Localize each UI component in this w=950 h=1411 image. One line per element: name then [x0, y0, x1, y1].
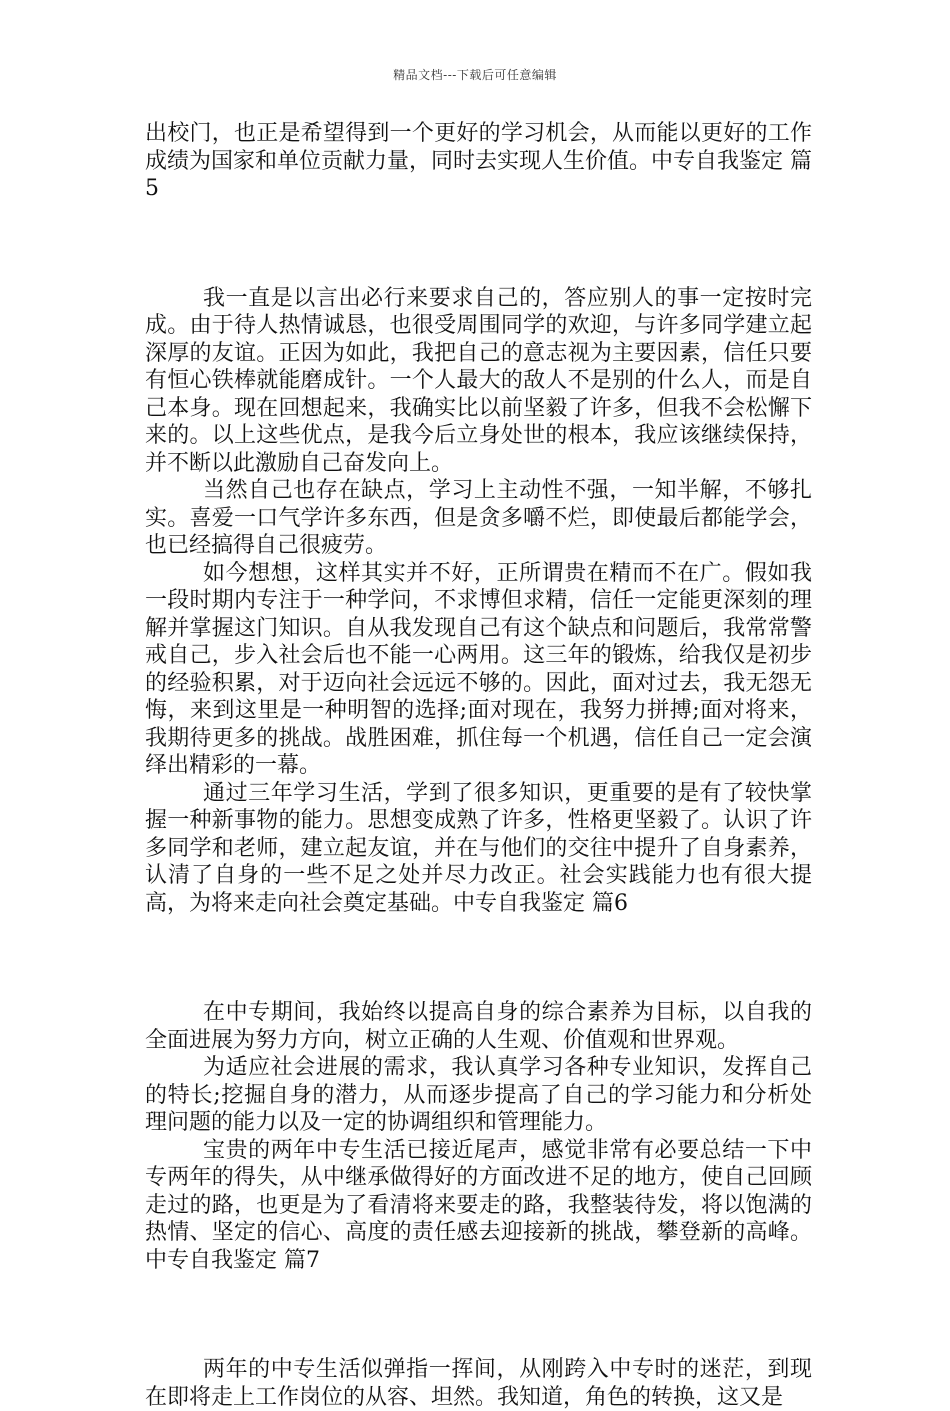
paragraph-8: 宝贵的两年中专生活已接近尾声，感觉非常有必要总结一下中专两年的得失，从中继承做得好的方面改进不足的地方，使自己回顾走过的路，也更是为了看清将来要走的路，我整装待发，将以饱满的热情、坚定的信心、高度的责任感去迎接新的挑战，攀登新的高峰。中专自我鉴定 篇7	[145, 1137, 812, 1273]
paragraph-4: 如今想想，这样其实并不好，正所谓贵在精而不在广。假如我一段时期内专注于一种学问，不求博但求精，信任一定能更深刻的理解并掌握这门知识。自从我发现自己有这个缺点和问题后，我常常警戒自己，步入社会后也不能一心两用。这三年的锻炼，给我仅是初步的经验积累，对于迈向社会远远不够的。因此，面对过去，我无怨无悔，来到这里是一种明智的选择;面对现在，我努力拼搏;面对将来，我期待更多的挑战。战胜困难，抓住每一个机遇，信任自己一定会演绎出精彩的一幕。	[145, 560, 812, 778]
document-body	[145, 120, 812, 1411]
paragraph-3: 当然自己也存在缺点，学习上主动性不强，一知半解，不够扎实。喜爱一口气学许多东西，但是贪多嚼不烂，即使最后都能学会，也已经搞得自己很疲劳。	[145, 478, 812, 558]
paragraph-7: 为适应社会进展的需求，我认真学习各种专业知识，发挥自己的特长;挖掘自身的潜力，从而逐步提高了自己的学习能力和分析处理问题的能力以及一定的协调组织和管理能力。	[145, 1055, 812, 1135]
page-header: 精品文档---下载后可任意编辑	[393, 68, 557, 82]
paragraph-5: 通过三年学习生活，学到了很多知识，更重要的是有了较快掌握一种新事物的能力。思想变成熟了许多，性格更坚毅了。认识了许多同学和老师，建立起友谊，并在与他们的交往中提升了自身素养，认清了自身的一些不足之处并尽力改正。社会实践能力也有很大提高，为将来走向社会奠定基础。中专自我鉴定 篇6	[145, 780, 812, 916]
paragraph-9: 两年的中专生活似弹指一挥间，从刚跨入中专时的迷茫，到现在即将走上工作岗位的从容、坦然。我知道，角色的转换，这又是	[145, 1357, 812, 1410]
paragraph-6: 在中专期间，我始终以提高自身的综合素养为目标，以自我的全面进展为努力方向，树立正确的人生观、价值观和世界观。	[145, 1000, 812, 1053]
paragraph-1: 出校门，也正是希望得到一个更好的学习机会，从而能以更好的工作成绩为国家和单位贡献力量，同时去实现人生价值。中专自我鉴定 篇5	[145, 121, 812, 201]
section-gap	[145, 917, 812, 999]
section-gap	[145, 203, 812, 285]
paragraph-2: 我一直是以言出必行来要求自己的，答应别人的事一定按时完成。由于待人热情诚恳，也很受周围同学的欢迎，与许多同学建立起深厚的友谊。正因为如此，我把自己的意志视为主要因素，信任只要有恒心铁棒就能磨成针。一个人最大的敌人不是别的什么人，而是自己本身。现在回想起来，我确实比以前坚毅了许多，但我不会松懈下来的。以上这些优点，是我今后立身处世的根本，我应该继续保持，并不断以此激励自己奋发向上。	[145, 285, 812, 476]
